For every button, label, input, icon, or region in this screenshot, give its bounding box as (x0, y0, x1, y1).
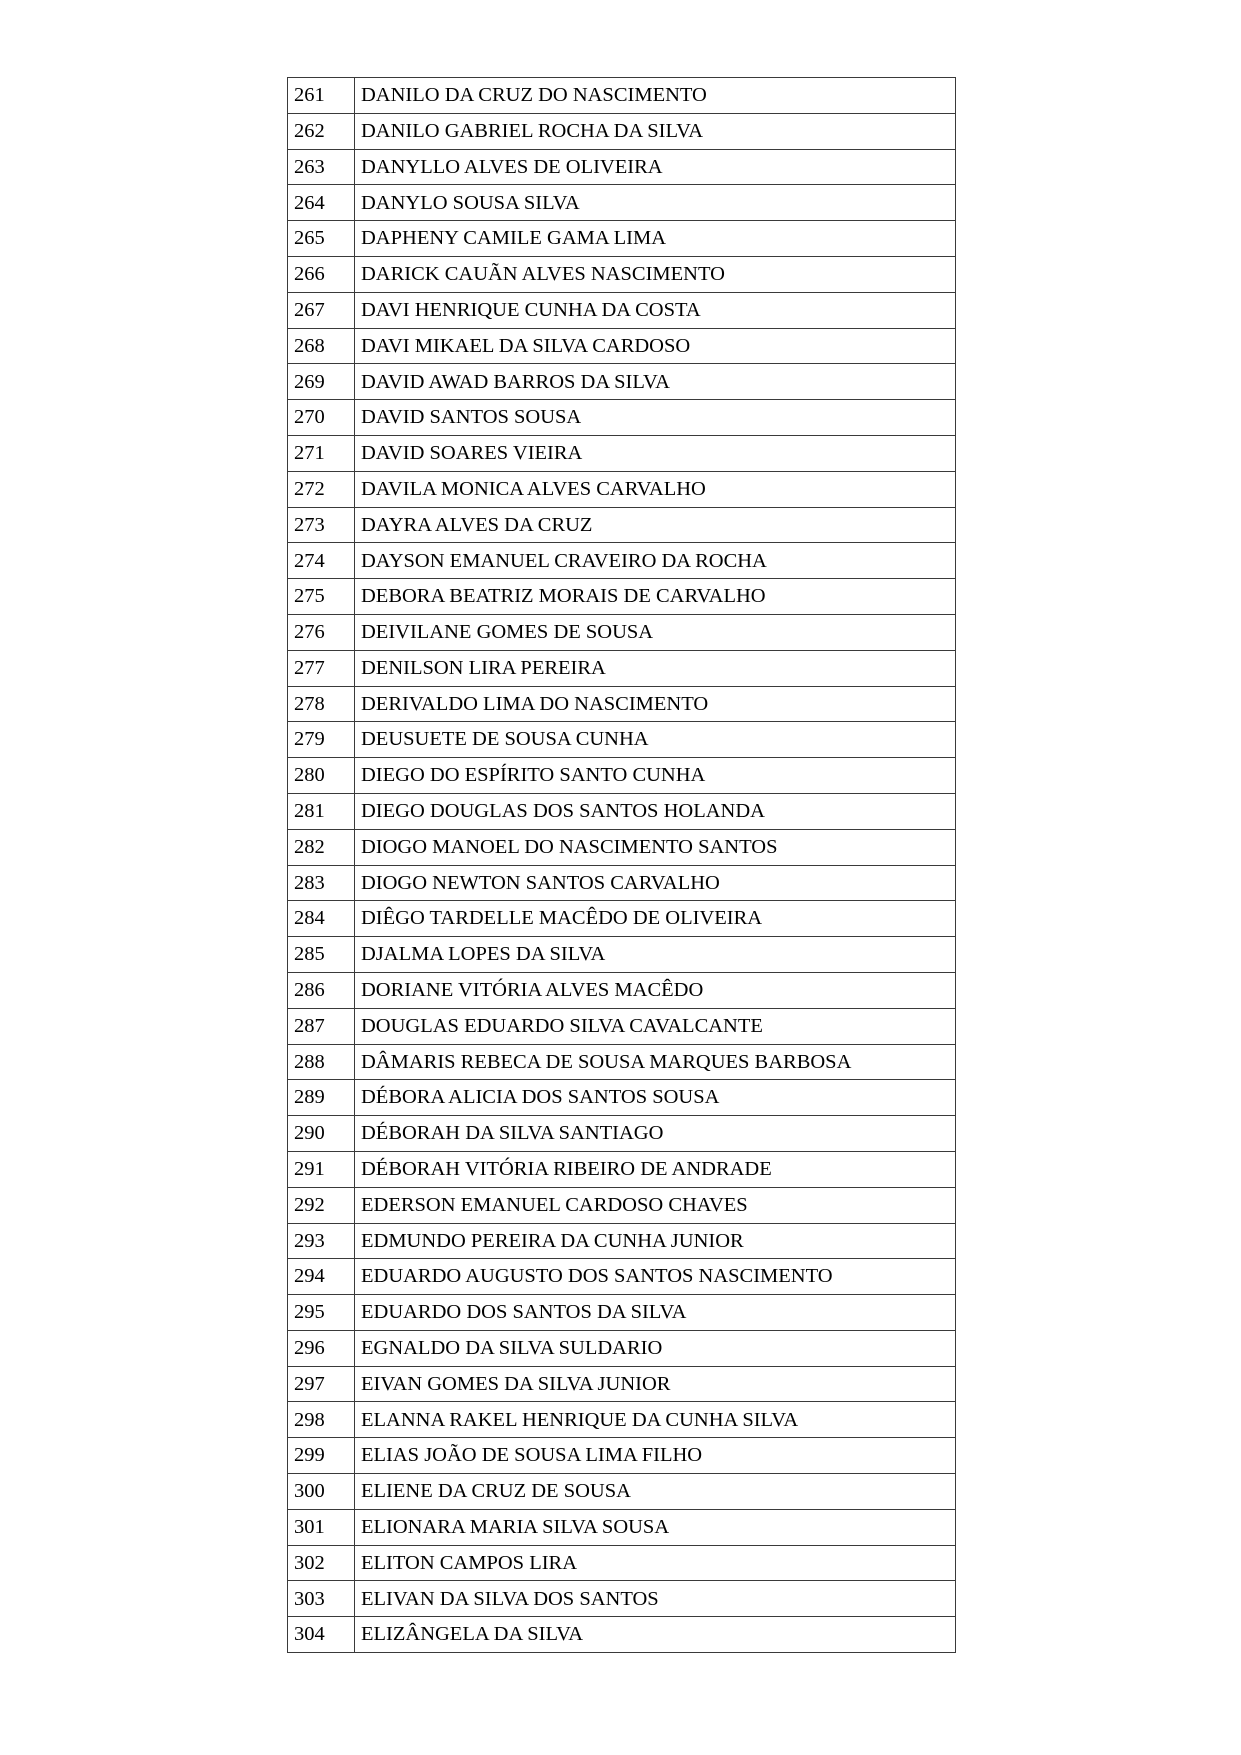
table-row (288, 758, 956, 794)
row-number-cell: 299 (288, 1438, 355, 1474)
row-number-cell: 264 (288, 185, 355, 221)
person-name-cell: DIEGO DO ESPÍRITO SANTO CUNHA (355, 758, 956, 794)
table-row (288, 1330, 956, 1366)
table-row (288, 1402, 956, 1438)
names-table (287, 77, 956, 1653)
row-number-cell: 275 (288, 579, 355, 615)
table-row (288, 78, 956, 114)
row-number-cell: 277 (288, 650, 355, 686)
person-name-cell: DEUSUETE DE SOUSA CUNHA (355, 722, 956, 758)
table-row (288, 1438, 956, 1474)
table-row (288, 865, 956, 901)
row-number-cell: 300 (288, 1474, 355, 1510)
row-number-cell: 304 (288, 1617, 355, 1653)
person-name-cell: DANYLO SOUSA SILVA (355, 185, 956, 221)
row-number-cell: 288 (288, 1044, 355, 1080)
table-row (288, 149, 956, 185)
person-name-cell: DIOGO MANOEL DO NASCIMENTO SANTOS (355, 829, 956, 865)
table-row (288, 1223, 956, 1259)
table-row (288, 722, 956, 758)
row-number-cell: 287 (288, 1008, 355, 1044)
table-row (288, 793, 956, 829)
row-number-cell: 266 (288, 256, 355, 292)
row-number-cell: 267 (288, 292, 355, 328)
person-name-cell: DJALMA LOPES DA SILVA (355, 937, 956, 973)
row-number-cell: 294 (288, 1259, 355, 1295)
table-row (288, 1295, 956, 1331)
table-row (288, 400, 956, 436)
person-name-cell: DÉBORA ALICIA DOS SANTOS SOUSA (355, 1080, 956, 1116)
row-number-cell: 289 (288, 1080, 355, 1116)
table-row (288, 471, 956, 507)
table-row (288, 829, 956, 865)
table-row (288, 292, 956, 328)
row-number-cell: 274 (288, 543, 355, 579)
row-number-cell: 265 (288, 221, 355, 257)
row-number-cell: 292 (288, 1187, 355, 1223)
person-name-cell: DAVID SANTOS SOUSA (355, 400, 956, 436)
person-name-cell: DIEGO DOUGLAS DOS SANTOS HOLANDA (355, 793, 956, 829)
person-name-cell: EDMUNDO PEREIRA DA CUNHA JUNIOR (355, 1223, 956, 1259)
table-row (288, 1151, 956, 1187)
table-row (288, 507, 956, 543)
table-row (288, 1187, 956, 1223)
names-table-body (288, 78, 956, 1653)
table-row (288, 1116, 956, 1152)
person-name-cell: DAVI HENRIQUE CUNHA DA COSTA (355, 292, 956, 328)
person-name-cell: DORIANE VITÓRIA ALVES MACÊDO (355, 972, 956, 1008)
person-name-cell: ELANNA RAKEL HENRIQUE DA CUNHA SILVA (355, 1402, 956, 1438)
person-name-cell: DIOGO NEWTON SANTOS CARVALHO (355, 865, 956, 901)
person-name-cell: DAPHENY CAMILE GAMA LIMA (355, 221, 956, 257)
person-name-cell: DERIVALDO LIMA DO NASCIMENTO (355, 686, 956, 722)
row-number-cell: 302 (288, 1545, 355, 1581)
person-name-cell: ELIONARA MARIA SILVA SOUSA (355, 1509, 956, 1545)
table-row (288, 1474, 956, 1510)
row-number-cell: 285 (288, 937, 355, 973)
row-number-cell: 301 (288, 1509, 355, 1545)
table-row (288, 185, 956, 221)
person-name-cell: DENILSON LIRA PEREIRA (355, 650, 956, 686)
person-name-cell: ELIVAN DA SILVA DOS SANTOS (355, 1581, 956, 1617)
table-row (288, 1509, 956, 1545)
table-row (288, 328, 956, 364)
row-number-cell: 281 (288, 793, 355, 829)
row-number-cell: 282 (288, 829, 355, 865)
table-row (288, 1008, 956, 1044)
person-name-cell: DAYSON EMANUEL CRAVEIRO DA ROCHA (355, 543, 956, 579)
table-row (288, 686, 956, 722)
row-number-cell: 291 (288, 1151, 355, 1187)
table-row (288, 221, 956, 257)
table-row (288, 650, 956, 686)
row-number-cell: 303 (288, 1581, 355, 1617)
row-number-cell: 284 (288, 901, 355, 937)
table-row (288, 1545, 956, 1581)
row-number-cell: 279 (288, 722, 355, 758)
table-row (288, 579, 956, 615)
row-number-cell: 263 (288, 149, 355, 185)
row-number-cell: 271 (288, 435, 355, 471)
person-name-cell: DAVILA MONICA ALVES CARVALHO (355, 471, 956, 507)
person-name-cell: EIVAN GOMES DA SILVA JUNIOR (355, 1366, 956, 1402)
person-name-cell: ELIENE DA CRUZ DE SOUSA (355, 1474, 956, 1510)
table-row (288, 1044, 956, 1080)
person-name-cell: DANYLLO ALVES DE OLIVEIRA (355, 149, 956, 185)
person-name-cell: DANILO GABRIEL ROCHA DA SILVA (355, 113, 956, 149)
person-name-cell: EDUARDO DOS SANTOS DA SILVA (355, 1295, 956, 1331)
person-name-cell: DÉBORAH VITÓRIA RIBEIRO DE ANDRADE (355, 1151, 956, 1187)
person-name-cell: DOUGLAS EDUARDO SILVA CAVALCANTE (355, 1008, 956, 1044)
row-number-cell: 262 (288, 113, 355, 149)
row-number-cell: 293 (288, 1223, 355, 1259)
table-row (288, 256, 956, 292)
table-row (288, 1259, 956, 1295)
row-number-cell: 290 (288, 1116, 355, 1152)
row-number-cell: 273 (288, 507, 355, 543)
person-name-cell: DEIVILANE GOMES DE SOUSA (355, 614, 956, 650)
table-row (288, 364, 956, 400)
person-name-cell: DAVID AWAD BARROS DA SILVA (355, 364, 956, 400)
person-name-cell: DAYRA ALVES DA CRUZ (355, 507, 956, 543)
person-name-cell: EDUARDO AUGUSTO DOS SANTOS NASCIMENTO (355, 1259, 956, 1295)
table-row (288, 614, 956, 650)
row-number-cell: 296 (288, 1330, 355, 1366)
table-row (288, 543, 956, 579)
person-name-cell: ELITON CAMPOS LIRA (355, 1545, 956, 1581)
row-number-cell: 261 (288, 78, 355, 114)
row-number-cell: 286 (288, 972, 355, 1008)
table-row (288, 1080, 956, 1116)
person-name-cell: DAVI MIKAEL DA SILVA CARDOSO (355, 328, 956, 364)
person-name-cell: ELIAS JOÃO DE SOUSA LIMA FILHO (355, 1438, 956, 1474)
row-number-cell: 297 (288, 1366, 355, 1402)
person-name-cell: DÂMARIS REBECA DE SOUSA MARQUES BARBOSA (355, 1044, 956, 1080)
table-row (288, 937, 956, 973)
row-number-cell: 272 (288, 471, 355, 507)
person-name-cell: DIÊGO TARDELLE MACÊDO DE OLIVEIRA (355, 901, 956, 937)
person-name-cell: DANILO DA CRUZ DO NASCIMENTO (355, 78, 956, 114)
table-row (288, 1581, 956, 1617)
row-number-cell: 269 (288, 364, 355, 400)
row-number-cell: 270 (288, 400, 355, 436)
table-row (288, 113, 956, 149)
row-number-cell: 268 (288, 328, 355, 364)
row-number-cell: 295 (288, 1295, 355, 1331)
table-row (288, 1617, 956, 1653)
person-name-cell: EDERSON EMANUEL CARDOSO CHAVES (355, 1187, 956, 1223)
person-name-cell: ELIZÂNGELA DA SILVA (355, 1617, 956, 1653)
row-number-cell: 280 (288, 758, 355, 794)
row-number-cell: 278 (288, 686, 355, 722)
person-name-cell: DEBORA BEATRIZ MORAIS DE CARVALHO (355, 579, 956, 615)
person-name-cell: DÉBORAH DA SILVA SANTIAGO (355, 1116, 956, 1152)
row-number-cell: 276 (288, 614, 355, 650)
table-row (288, 901, 956, 937)
table-row (288, 435, 956, 471)
person-name-cell: DARICK CAUÃN ALVES NASCIMENTO (355, 256, 956, 292)
row-number-cell: 283 (288, 865, 355, 901)
person-name-cell: DAVID SOARES VIEIRA (355, 435, 956, 471)
table-row (288, 1366, 956, 1402)
table-row (288, 972, 956, 1008)
person-name-cell: EGNALDO DA SILVA SULDARIO (355, 1330, 956, 1366)
row-number-cell: 298 (288, 1402, 355, 1438)
